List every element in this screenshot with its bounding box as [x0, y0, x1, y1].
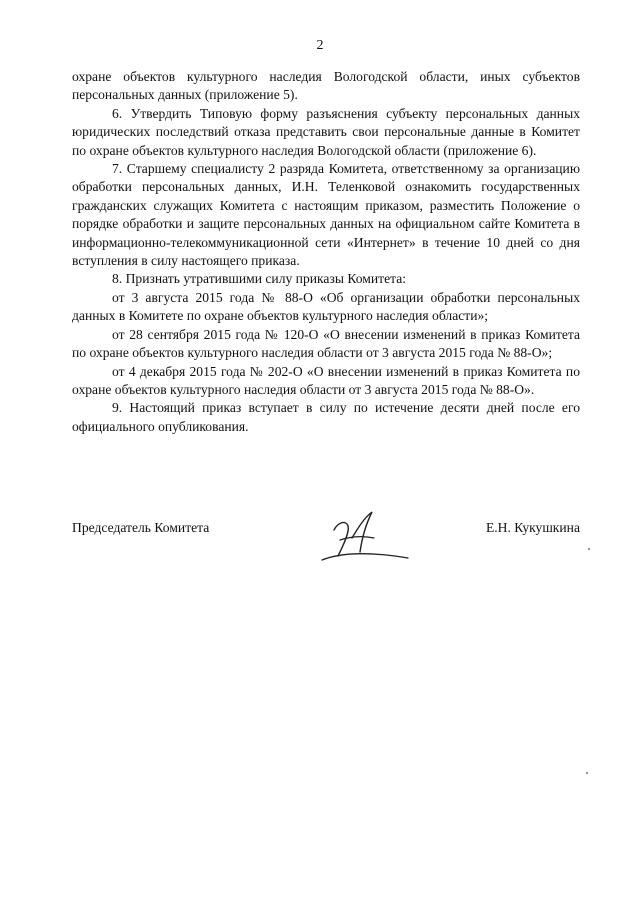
paragraph-item-7: 7. Старшему специалисту 2 разряда Комитета, ответственному за организацию обработки персональных данных, И.Н. Теленковой ознакомить государственных гражданских служащих Комитета с настоящим приказом, разместить Положение о порядке обработки и защите персональных данных на официальном сайте Комитета в информационно-телекоммуникационной сети «Интернет» в течение 10 дней со дня вступления в силу настоящего приказа. — [72, 161, 580, 269]
handwritten-signature — [312, 508, 412, 568]
signatory-title: Председатель Комитета — [72, 520, 210, 535]
page-number: 2 — [316, 38, 324, 53]
paragraph-item-8: 8. Признать утратившими силу приказы Комитета: — [112, 271, 407, 287]
document-body — [72, 68, 580, 436]
signatory-name: Е.Н. Кукушкина — [485, 520, 580, 535]
paragraph-repealed-order-88: от 3 августа 2015 года № 88-О «Об организации обработки персональных данных в Комитете по охране объектов культурного наследия области»; — [72, 289, 580, 324]
scan-speck — [588, 548, 590, 550]
paragraph-continuation: охране объектов культурного наследия Вологодской области, иных субъектов персональных данных (приложение 5). — [72, 69, 580, 103]
signature-block — [72, 520, 580, 580]
paragraph-repealed-order-202: от 4 декабря 2015 года № 202-О «О внесении изменений в приказ Комитета по охране объектов культурного наследия области от 3 августа 2015 года № 88-О». — [72, 363, 580, 397]
paragraph-item-9: 9. Настоящий приказ вступает в силу по истечение десяти дней после его официального опубликования. — [72, 400, 580, 434]
paragraph-repealed-order-120: от 28 сентября 2015 года № 120-О «О внесении изменений в приказ Комитета по охране объектов культурного наследия области от 3 августа 2015 года № 88-О»; — [72, 326, 580, 361]
paragraph-item-6: 6. Утвердить Типовую форму разъяснения субъекту персональных данных юридических последствий отказа представить свои персональные данные в Комитет по охране объектов культурного наследия Вологодской области (приложение 6). — [72, 105, 580, 158]
scan-speck — [586, 772, 588, 774]
